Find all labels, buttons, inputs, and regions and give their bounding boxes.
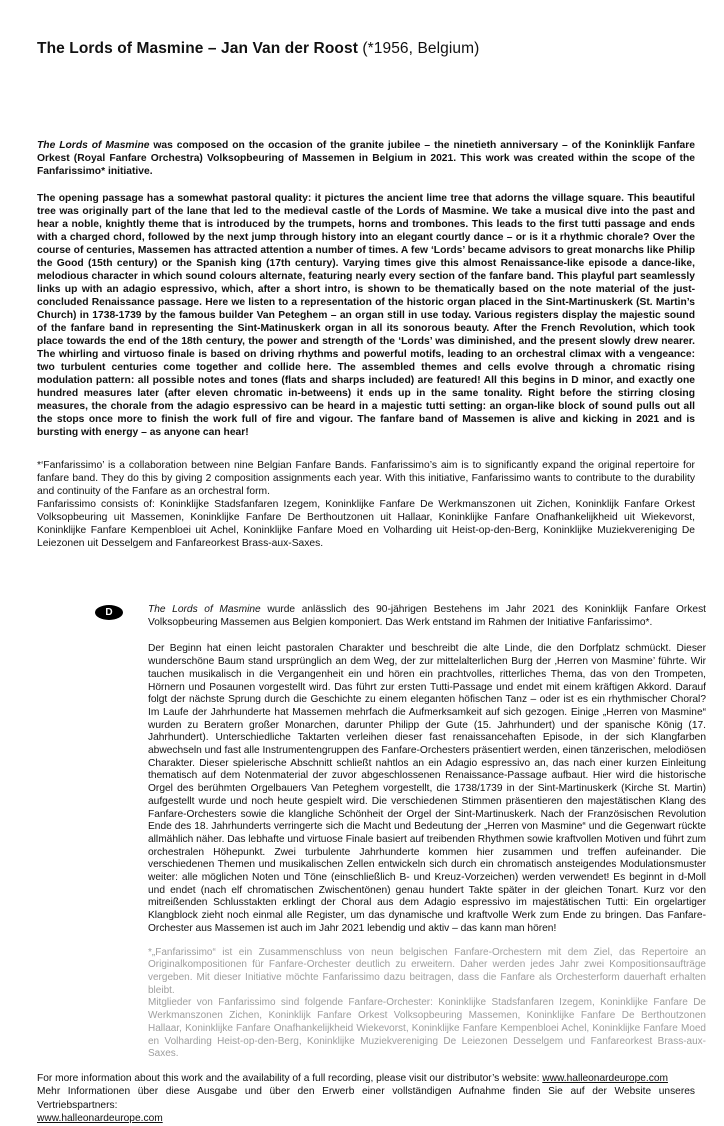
german-intro-text: wurde anlässlich des 90-jährigen Bestehens im Jahr 2021 des Koninklijk Fanfare Orkest Volksopbeuring Massemen aus Belgien komponiert. Das Werk entstand im Rahmen der Initiative Fanfarissimo*. <box>148 604 706 628</box>
german-footnote-members: Mitglieder von Fanfarissimo sind folgende Fanfare-Orchester: Koninklijke Stadsfanfaren Izegem, Koninklijke Fanfare De Werkmanszonen Zichen, Koninklijk Fanfare Orkest Volksopbeuring Massemen, Koninklijke Fanfare De Berthoutzonen Hallaar, Koninklijke Fanfare Onafhankelijkheid Wiekevorst, Koninklijke Fanfare Kempenbloei Achel, Koninklijke Fanfare Moed en Volharding Heist-op-den-Berg, Koninklijke Muziekvereniging De Leiezonen Desselgem und Fanfareorkest Brass-aux-Saxes. <box>148 997 706 1060</box>
distributor-link-de[interactable]: www.halleonardeurope.com <box>37 1113 163 1125</box>
english-intro-paragraph <box>37 139 695 178</box>
work-title-italic-en: The Lords of Masmine <box>37 140 150 151</box>
distributor-info <box>37 1072 695 1126</box>
distributor-line-de-link <box>37 1112 695 1126</box>
page-title <box>0 0 724 58</box>
work-title-italic-de: The Lords of Masmine <box>148 604 261 615</box>
german-section <box>0 604 724 1061</box>
badge-letter: D <box>105 606 113 618</box>
english-body-paragraph: The opening passage has a somewhat pastoral quality: it pictures the ancient lime tree that adorns the village square. This beautiful tree was originally part of the lane that led to the medieval castle of the Lords of Masmine. We take a musical dive into the past and hear a noble, knightly theme that is introduced by the trumpets, horns and trombones. This leads to the first tutti passage and ends with a charged chord, followed by the next jump through history into an elegant courtly dance – or is it a rhythmic chorale? Over the course of centuries, Massemen has attracted attention a number of times. A few ‘Lords’ became advisors to great monarchs like Philip the Good (15th century) or the Spanish king (17th century). Varying times give this almost Renaissance-like episode a dance-like, melodious character in which sound colours alternate, featuring nearly every section of the fanfare band. This playful part seamlessly links up with an adagio espressivo, which, after a short intro, is shown to be thematically based on the note material of the just-concluded Renaissance passage. Here we listen to a representation of the historic organ placed in the Sint-Martinuskerk (St. Martin’s Church) in 1738-1739 by the famous builder Van Peteghem – an organ still in use today. Various registers display the majestic sound of the fanfare band in representing the Sint-Matinuskerk organ in all its sonorous beauty. After the French Revolution, which took place towards the end of the 18th century, the power and strength of the ‘Lords’ was diminished, and the present slowly drew nearer. The whirling and virtuoso finale is based on driving rhythms and powerful motifs, leading to an orchestral climax with a vengeance: two turbulent centuries come together and collide here. The assembled themes and cells evolve through a chromatic rising modulation pattern: all possible notes and tones (flats and sharps included) are featured! All this begins in D minor, and exactly one hundred measures later (after eleven chromatic in-betweens) it ends up in the same tonality. Right before the stirring closing measures, the chorale from the adagio espressivo can be heard in a majestic tutti setting: an organ-like block of sound pulls out all the stops once more to finish the work full of fire and vigour. The fanfare band of Massemen is alive and kicking in 2021 and is bursting with energy – as anyone can hear! <box>37 193 695 438</box>
german-intro-paragraph <box>148 604 706 629</box>
composer-birth-info: (*1956, Belgium) <box>357 40 480 57</box>
distributor-line-en <box>37 1072 695 1086</box>
distributor-link-en[interactable]: www.halleonardeurope.com <box>542 1072 668 1084</box>
german-footnote-fanfarissimo: *„Fanfarissimo“ ist ein Zusammenschluss von neun belgischen Fanfare-Orchestern mit dem Ziel, das Repertoire an Originalkompositionen für Fanfare-Orchester deutlich zu erweitern. Daher werden jedes Jahr zwei Kompositionsaufträge vergeben. Mit dieser Initiative möchte Fanfarissimo dazu beitragen, dass die Fanfare als Orchesterform dauerhaft erhalten bleibt. <box>148 946 706 996</box>
german-language-badge <box>95 605 123 620</box>
english-footnote-members: Fanfarissimo consists of: Koninklijke Stadsfanfaren Izegem, Koninklijke Fanfare De Werkmanszonen uit Zichen, Koninklijk Fanfare Orkest Volksopbeuring uit Massemen, Koninklijke Fanfare De Berthoutzonen uit Hallaar, Koninklijke Fanfare Onafhankelijkheid uit Wiekevorst, Koninklijke Fanfare Kempenbloei uit Achel, Koninklijke Fanfare Moed en Volharding uit Heist-op-den-Berg, Koninklijke Muziekvereniging De Leiezonen uit Desselgem and Fanfareorkest Brass-aux-Saxes. <box>37 499 695 549</box>
distributor-text-de: Mehr Informationen über diese Ausgabe und über den Erwerb einer vollständigen Aufnahme finden Sie auf der Website unseres Vertriebspartners: <box>37 1086 695 1111</box>
work-title-heading: The Lords of Masmine – Jan Van der Roost <box>37 40 358 57</box>
distributor-text-en: For more information about this work and the availability of a full recording, please visit our distributor’s website: <box>37 1072 543 1084</box>
english-intro-text: was composed on the occasion of the granite jubilee – the ninetieth anniversary – of the Koninklijk Fanfare Orkest (Royal Fanfare Orchestra) Volksopbeuring of Massemen in Belgium in 2021. This work was created within the scope of the Fanfarissimo* initiative. <box>37 140 695 177</box>
english-footnote-fanfarissimo: *‘Fanfarissimo’ is a collaboration between nine Belgian Fanfare Bands. Fanfarissimo’s aim is to significantly expand the original repertoire for fanfare band. They do this by giving 2 composition assignments each year. With this initiative, Fanfarissimo wants to contribute to the durability and continuity of the Fanfare as an orchestral form. <box>37 460 695 497</box>
german-body-paragraph: Der Beginn hat einen leicht pastoralen Charakter und beschreibt die alte Linde, die den Dorfplatz schmückt. Dieser wunderschöne Baum stand ursprünglich an dem Weg, der zur mittelalterlichen Burg der ‚Herren von Masmine’ führte. Wir tauchen musikalisch in die Vergangenheit ein und hören ein prachtvolles, ritterliches Thema, das von den Trompeten, Hörnern und Posaunen vorgestellt wird. Das führt zur ersten Tutti-Passage und endet mit einem kräftigen Akkord. Darauf folgt der nächste Sprung durch die Geschichte zu einem eleganten höfischen Tanz – oder ist es ein rhythmischer Choral? Im Laufe der Jahrhunderte hat Massemen mehrfach die Aufmerksamkeit auf sich gezogen. Einige „Herren von Masmine“ wurden zu Beratern großer Monarchen, darunter Philipp der Gute (15. Jahrhundert) und der spanische König (17. Jahrhundert). Unterschiedliche Taktarten verleihen dieser fast renaissancehaften Episode, in der sich Klangfarben abwechseln und fast alle Instrumentengruppen des Fanfare-Orchesters präsentiert werden, einen tänzerischen, melodiösen Charakter. Dieser spielerische Abschnitt schließt nahtlos an ein Adagio espressivo an, das nach einer kurzen Einleitung thematisch auf dem Notenmaterial der zuvor abgeschlossenen Renaissance-Passage aufbaut. Hier wird die historische Orgel des berühmten Orgelbauers Van Peteghem vorgestellt, die 1738/1739 in der Sint-Martinuskerk (Kirche St. Martin) aufgestellt wurde und noch heute gespielt wird. Die verschiedenen Stimmen präsentieren den majestätischen Klang des Fanfare-Orchesters sowie die klangliche Schönheit der Orgel der Sint-Martinuskerk. Nach der Französischen Revolution Ende des 18. Jahrhunderts verringerte sich die Macht und Bedeutung der „Herren von Masmine“ und die Gegenwart rückte allmählich näher. Das lebhafte und virtuose Finale basiert auf treibenden Rhythmen sowie kraftvollen Motiven und führt zum orchestralen Höhepunkt. Zwei turbulente Jahrhunderte kommen hier zusammen und treffen aufeinander. Die verschiedenen Themen und musikalischen Zellen entwickeln sich durch ein chromatisch ansteigendes Modulationsmuster weiter: alle möglichen Noten und Töne (einschließlich B- und Kreuz-Vorzeichen) werden verwendet! Es beginnt in d-Moll und endet (nach elf chromatischen Zwischentönen) genau hundert Takte später in der gleichen Tonart. Kurz vor den mitreißenden Schlusstakten erklingt der Choral aus dem Adagio espressivo im majestätischen Tutti: Ein orgelartiger Klangblock zieht noch einmal alle Register, um das dynamische und kraftvolle Werk zum Ende zu bringen. Das Fanfare-Orchester aus Massemen ist auch im Jahr 2021 lebendig und aktiv – das kann man hören! <box>148 643 706 934</box>
